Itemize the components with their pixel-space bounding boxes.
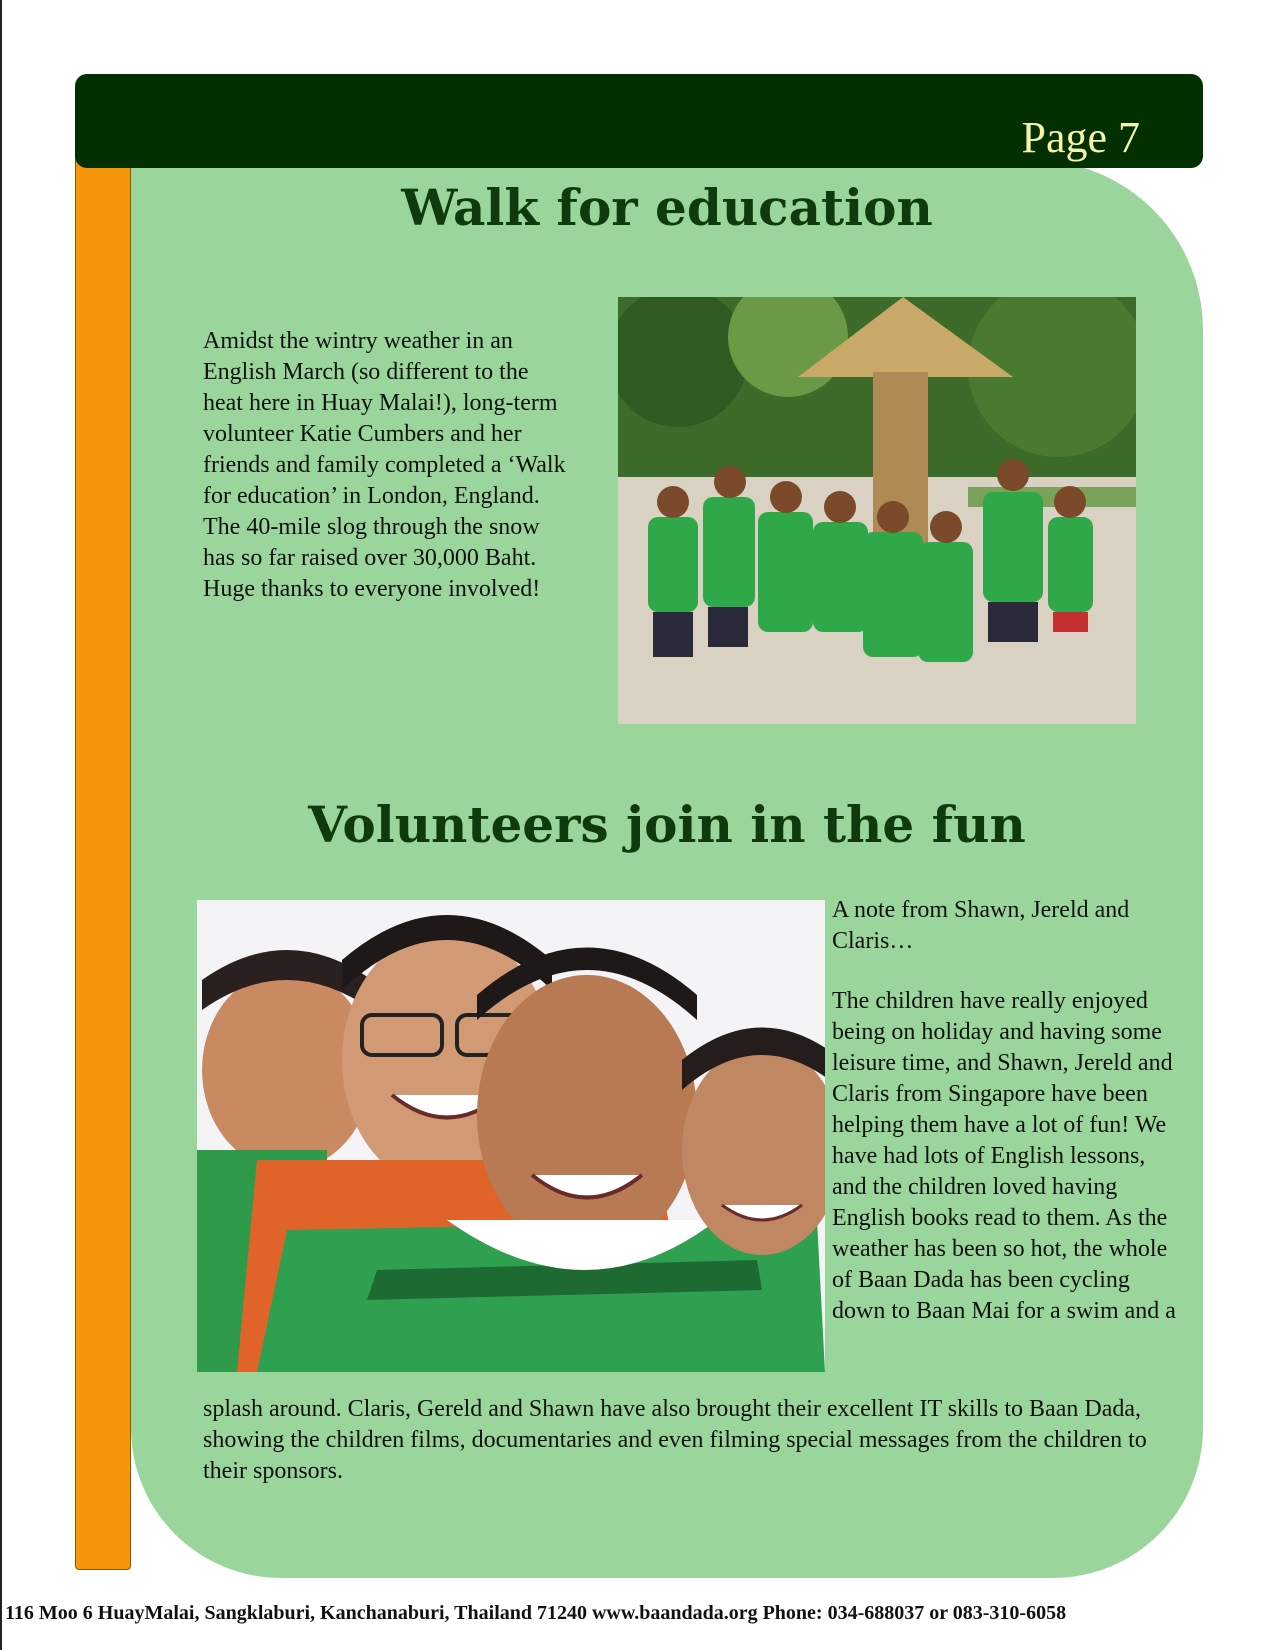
group-photo: [618, 297, 1136, 724]
selfie-photo: [197, 900, 825, 1372]
article-body-volunteers: The children have really enjoyed being on holiday and having some leisure time, and Shawn, Jereld and Claris from Singapore have been helping them have a lot of fun! We have had lots of English lessons, and the children loved having English books read to them. As the weather has been so hot, the whole of Baan Dada has been cycling down to Baan Mai for a swim and a: [832, 988, 1176, 1324]
footer-contact: 116 Moo 6 HuayMalai, Sangklaburi, Kanchanaburi, Thailand 71240 www.baandada.org Phone: 034-688037 or 083-310-6058: [5, 1602, 1067, 1624]
article-title-volunteers: Volunteers join in the fun: [308, 795, 1026, 854]
article-intro-volunteers: A note from Shawn, Jereld and Claris…: [832, 897, 1130, 954]
article-body-walk: Amidst the wintry weather in an English March (so different to the heat here in Huay Malai!), long-term volunteer Katie Cumbers and her friends and family completed a ‘Walk for education’ in London, England. The 40-mile slog through the snow has so far raised over 30,000 Baht. Huge thanks to everyone involved!: [203, 328, 566, 602]
page-number: Page 7: [1021, 113, 1140, 162]
page-left-edge: [0, 0, 2, 1650]
article-body-volunteers-continued: splash around. Claris, Gereld and Shawn have also brought their excellent IT skills to Baan Dada, showing the children films, documentaries and even filming special messages from the children to their sponsors.: [203, 1396, 1147, 1484]
article-title-walk: Walk for education: [401, 178, 933, 237]
accent-sidebar: [75, 150, 131, 1570]
page-header: [75, 74, 1203, 168]
